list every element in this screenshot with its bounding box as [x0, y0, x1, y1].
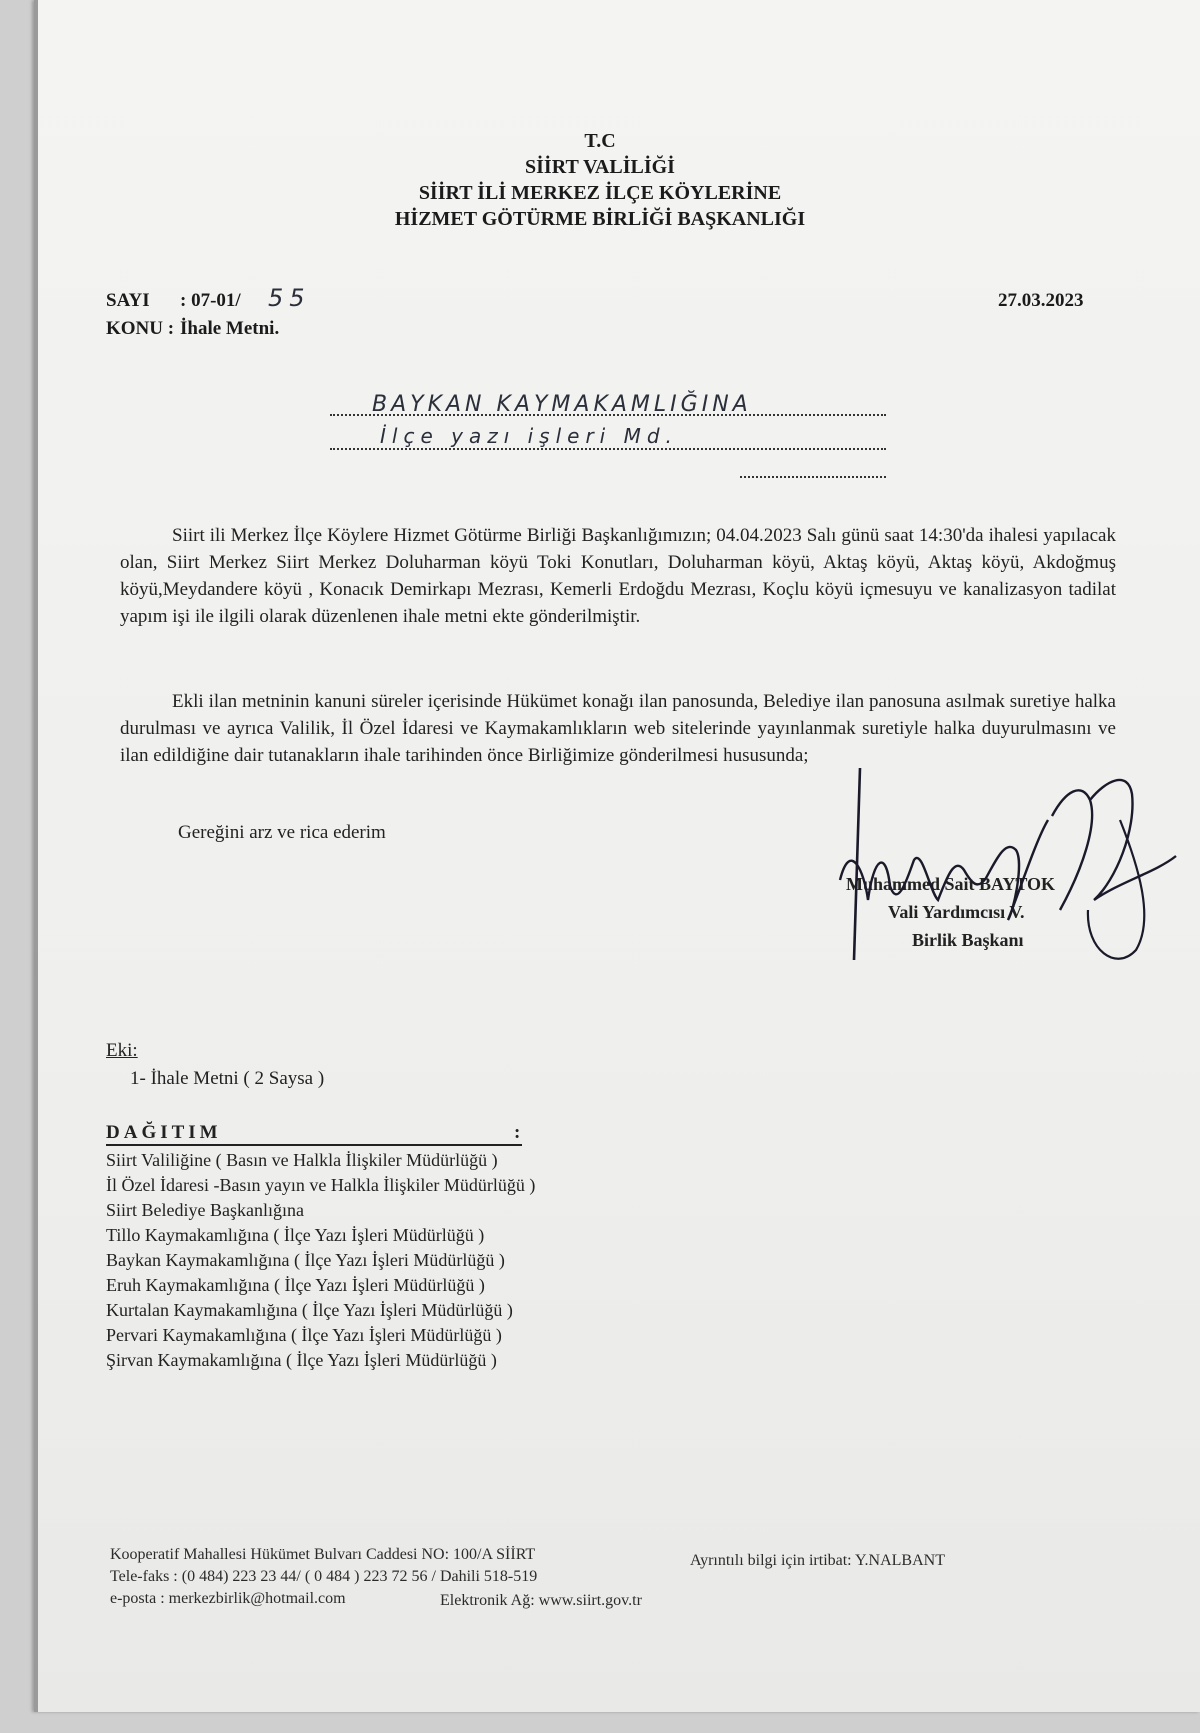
handwritten-signature: [820, 760, 1190, 970]
header-merkez: SİİRT İLİ MERKEZ İLÇE KÖYLERİNE: [418, 182, 782, 204]
page-edge: [34, 0, 38, 1712]
distribution-item: Şirvan Kaymakamlığına ( İlçe Yazı İşleri Müdürlüğü ): [106, 1350, 497, 1370]
sayi-value: : 07-01/: [180, 290, 241, 311]
header-birlik: HİZMET GÖTÜRME BİRLİĞİ BAŞKANLIĞI: [394, 208, 806, 230]
distribution-item: Kurtalan Kaymakamlığına ( İlçe Yazı İşleri Müdürlüğü ): [106, 1300, 513, 1320]
signer-name: Muhammed Sait BAYTOK: [846, 874, 1056, 894]
distribution-item: İl Özel İdaresi -Basın yayın ve Halkla İlişkiler Müdürlüğü ): [106, 1175, 536, 1195]
signer-title-2: Birlik Başkanı: [912, 930, 1024, 950]
footer-address: Kooperatif Mahallesi Hükümet Bulvarı Caddesi NO: 100/A SİİRT: [110, 1546, 536, 1563]
address-dotline-3: [740, 474, 886, 478]
distribution-item: Baykan Kaymakamlığına ( İlçe Yazı İşleri Müdürlüğü ): [106, 1250, 505, 1270]
distribution-item: Pervari Kaymakamlığına ( İlçe Yazı İşleri Müdürlüğü ): [106, 1325, 502, 1345]
footer-web: Elektronik Ağ: www.siirt.gov.tr: [440, 1592, 642, 1609]
sayi-handwritten: 55: [268, 284, 311, 312]
addressee-handwritten-1: BAYKAN KAYMAKAMLIĞINA: [372, 392, 752, 417]
attachment-item: 1- İhale Metni ( 2 Saysa ): [130, 1068, 325, 1089]
header-valilik: SİİRT VALİLİĞİ: [525, 156, 675, 178]
footer-email: e-posta : merkezbirlik@hotmail.com: [110, 1590, 346, 1607]
signer-title-1: Vali Yardımcısı V.: [888, 902, 1025, 922]
body-paragraph-2: Ekli ilan metninin kanuni süreler içerisinde Hükümet konağı ilan panosunda, Belediye ilan panosuna asılmak suretiye halka durulması ve ayrıca Valilik, İl Özel İdaresi ve Kaymakamlıkların web sitelerinde yayınlanmak suretiyle halka duyurulmasını ve ilan edildiğine dair tutanakların ihale tarihinden önce Birliğimize gönderilmesi hususunda;: [120, 691, 1116, 766]
distribution-item: Eruh Kaymakamlığına ( İlçe Yazı İşleri Müdürlüğü ): [106, 1275, 485, 1295]
footer-contact: Ayrıntılı bilgi için irtibat: Y.NALBANT: [690, 1552, 945, 1569]
attachments-label: Eki:: [106, 1040, 138, 1061]
body-paragraph-1: Siirt ili Merkez İlçe Köylere Hizmet Götürme Birliği Başkanlığımızın; 04.04.2023 Salı günü saat 14:30'da ihalesi yapılacak olan, Siirt Merkez Siirt Merkez Doluharman köyü Toki Konutları, Doluharman köyü, Aktaş köyü, Aktaş köyü, Akdoğmuş köyü,Meydandere köyü , Konacık Demirkapı Mezrası, Kemerli Erdoğdu Mezrası, Koçlu köyü içmesuyu ve kanalizasyon tadilat yapım işi ile ilgili olarak düzenlenen ihale metni ekte gönderilmiştir.: [120, 525, 1116, 627]
distribution-item: Siirt Valiliğine ( Basın ve Halkla İlişkiler Müdürlüğü ): [106, 1150, 498, 1170]
header-tc: T.C: [584, 130, 616, 152]
distribution-item: Tillo Kaymakamlığına ( İlçe Yazı İşleri Müdürlüğü ): [106, 1225, 485, 1245]
konu-value: İhale Metni.: [180, 318, 280, 339]
sayi-label: SAYI: [106, 290, 150, 311]
distribution-label: DAĞITIM: [106, 1122, 522, 1146]
footer-phone: Tele-faks : (0 484) 223 23 44/ ( 0 484 ) 223 72 56 / Dahili 518-519: [110, 1568, 538, 1585]
distribution-item: Siirt Belediye Başkanlığına: [106, 1200, 304, 1220]
distribution-colon: :: [514, 1122, 521, 1143]
konu-label: KONU :: [106, 318, 175, 339]
document-date: 27.03.2023: [998, 290, 1084, 311]
addressee-handwritten-2: İlçe yazı işleri Md.: [380, 424, 678, 448]
closing-line: Gereğini arz ve rica ederim: [178, 822, 386, 843]
